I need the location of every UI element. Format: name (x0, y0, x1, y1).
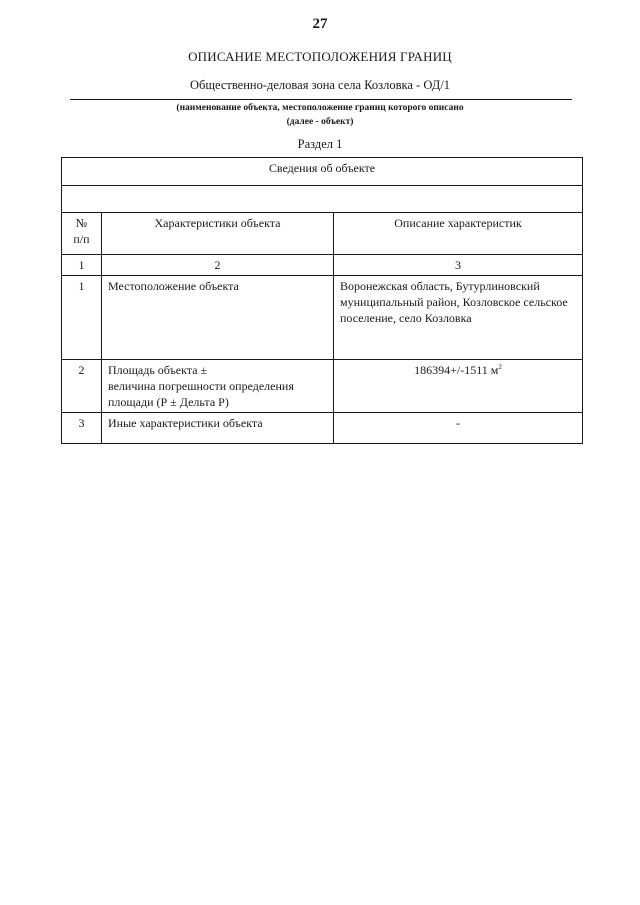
row-number: 3 (62, 413, 102, 444)
area-unit-exponent: 2 (498, 363, 502, 371)
object-name-caption-line1: (наименование объекта, местоположение границ которого описано (176, 103, 464, 113)
object-name: Общественно-деловая зона села Козловка - ОД/1 (189, 78, 451, 92)
row-characteristic: Иные характеристики объекта (102, 413, 334, 444)
row-number: 2 (62, 360, 102, 413)
table-heading: Сведения об объекте (62, 158, 583, 186)
row-characteristic-line: Площадь объекта ± (108, 363, 208, 377)
table-row (62, 360, 583, 413)
row-characteristic (102, 360, 334, 413)
document-title: ОПИСАНИЕ МЕСТОПОЛОЖЕНИЯ ГРАНИЦ (188, 49, 452, 64)
table-empty-row (62, 186, 583, 213)
table-heading-row (62, 158, 583, 186)
row-description (334, 360, 583, 413)
row-number: 1 (62, 276, 102, 360)
column-number-3: 3 (334, 255, 583, 276)
row-characteristic-line: величина погрешности определения (108, 379, 294, 393)
table-column-numbers-row (62, 255, 583, 276)
row-description: Воронежская область, Бутурлиновский муниципальный район, Козловское сельское поселение, село Козловка (334, 276, 583, 360)
header-number: № п/п (62, 213, 102, 255)
area-value: 186394+/-1511 м (414, 363, 499, 377)
table-row (62, 276, 583, 360)
column-number-1: 1 (62, 255, 102, 276)
header-characteristic: Характеристики объекта (102, 213, 334, 255)
row-characteristic-line: площади (Р ± Дельта Р) (108, 395, 229, 409)
object-info-table (61, 157, 583, 444)
column-number-2: 2 (102, 255, 334, 276)
section-title: Раздел 1 (297, 137, 343, 151)
header-description: Описание характеристик (334, 213, 583, 255)
object-name-caption-line2: (далее - объект) (286, 117, 354, 127)
table-header-row (62, 213, 583, 255)
row-characteristic: Местоположение объекта (102, 276, 334, 360)
row-description: - (334, 413, 583, 444)
table-row (62, 413, 583, 444)
object-name-underline (70, 99, 572, 100)
page-number: 27 (312, 16, 328, 32)
table-empty-cell (62, 186, 583, 213)
